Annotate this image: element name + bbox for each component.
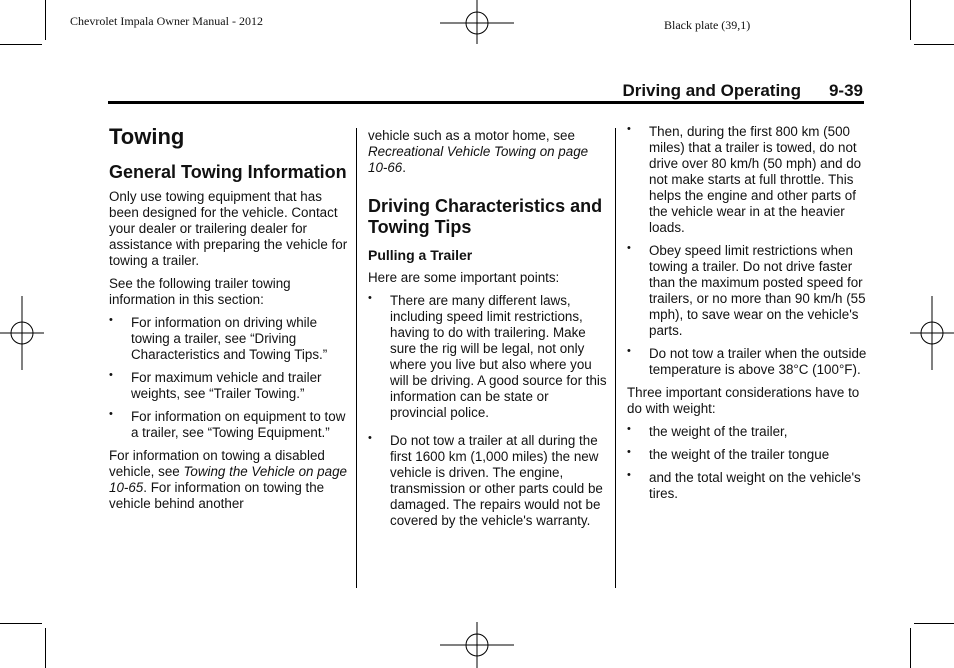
- list-item: [627, 470, 867, 502]
- bullet-icon: •: [627, 123, 631, 135]
- paragraph: Three important considerations have to do with weight:: [627, 385, 860, 416]
- column-1: [109, 124, 349, 519]
- bullet-list: [627, 124, 867, 378]
- list-item-text: For information on driving while towing a trailer, see “Driving Characteristics and Towing Tips.”: [131, 315, 328, 362]
- bullet-list: [368, 293, 608, 529]
- list-item-text: the weight of the trailer,: [649, 424, 788, 439]
- registration-target-left: [0, 296, 44, 370]
- bullet-icon: •: [627, 423, 631, 435]
- registration-target-top: [440, 0, 516, 46]
- list-item-text: and the total weight on the vehicle's tires.: [649, 470, 861, 501]
- bullet-icon: •: [368, 432, 372, 444]
- paragraph: See the following trailer towing information in this section:: [109, 276, 291, 307]
- column-3: [627, 124, 867, 509]
- list-item-text: Do not tow a trailer when the outside temperature is above 38°C (100°F).: [649, 346, 867, 377]
- paragraph: Only use towing equipment that has been designed for the vehicle. Contact your dealer or trailering dealer for assistance with preparing the vehicle for towing a trailer.: [109, 189, 348, 268]
- cross-reference-link[interactable]: Recreational Vehicle Towing on page 10-66: [368, 144, 589, 175]
- page-title: Towing: [109, 124, 185, 149]
- text-run: vehicle such as a motor home, see: [368, 128, 575, 143]
- driving-characteristics-heading: Driving Characteristics and Towing Tips: [368, 196, 603, 237]
- list-item: [627, 447, 867, 463]
- list-item-text: Do not tow a trailer at all during the first 1600 km (1,000 miles) the new vehicle is driven. The engine, transmission or other parts could be damaged. The repairs would not be covered by the vehicle's warranty.: [390, 433, 603, 528]
- bullet-icon: •: [109, 408, 113, 420]
- list-item: [109, 409, 349, 441]
- registration-target-right: [910, 296, 954, 370]
- text-run: . For information on towing the vehicle behind another: [109, 480, 325, 511]
- list-item-text: There are many different laws, including speed limit restrictions, having to do with trailering. Make sure the rig will be legal, not only where you live but also where you will be driving. A good source for this information can be state or provincial police.: [390, 293, 607, 420]
- list-item: [627, 346, 867, 378]
- text-run: For information on towing a disabled vehicle, see: [109, 448, 325, 479]
- page-number: 9-39: [828, 81, 863, 100]
- list-item: [109, 315, 349, 363]
- list-item: [627, 424, 867, 440]
- general-towing-heading: General Towing Information: [109, 162, 347, 182]
- bullet-icon: •: [109, 369, 113, 381]
- paragraph: Here are some important points:: [368, 270, 560, 285]
- bullet-list: [109, 315, 349, 441]
- list-item: [627, 243, 867, 339]
- paragraph: [368, 128, 608, 176]
- column-2: [368, 128, 608, 536]
- bullet-icon: •: [627, 242, 631, 254]
- list-item: [368, 293, 608, 421]
- list-item: [627, 124, 867, 236]
- text-run: .: [402, 160, 406, 175]
- cross-reference-link[interactable]: Towing the Vehicle on page 10-65: [109, 464, 347, 495]
- section-header: [622, 81, 863, 101]
- paragraph: [109, 448, 349, 512]
- list-item-text: Obey speed limit restrictions when towing a trailer. Do not drive faster than the maximum posted speed for trailers, or no more than 90 km/h (55 mph), to save wear on the vehicle's parts.: [649, 243, 866, 338]
- list-item: [368, 433, 608, 529]
- pulling-trailer-subheading: Pulling a Trailer: [368, 247, 473, 263]
- bullet-list: [627, 424, 867, 502]
- header-rule: [108, 101, 864, 104]
- column-divider-2: [615, 128, 616, 588]
- list-item: [109, 370, 349, 402]
- bullet-icon: •: [109, 314, 113, 326]
- list-item-text: For maximum vehicle and trailer weights, see “Trailer Towing.”: [131, 370, 322, 401]
- registration-target-bottom: [440, 622, 516, 668]
- manual-title: Chevrolet Impala Owner Manual - 2012: [70, 14, 263, 28]
- plate-label: Black plate (39,1): [664, 18, 751, 32]
- bullet-icon: •: [627, 345, 631, 357]
- section-title: Driving and Operating: [622, 81, 801, 100]
- column-divider-1: [356, 128, 357, 588]
- bullet-icon: •: [368, 292, 372, 304]
- list-item-text: For information on equipment to tow a trailer, see “Towing Equipment.”: [131, 409, 346, 440]
- bullet-icon: •: [627, 446, 631, 458]
- list-item-text: Then, during the first 800 km (500 miles) that a trailer is towed, do not drive over 80 km/h (50 mph) and do not make starts at full throttle. This helps the engine and other parts of the vehicle wear in at the heavier loads.: [649, 124, 862, 235]
- bullet-icon: •: [627, 469, 631, 481]
- list-item-text: the weight of the trailer tongue: [649, 447, 830, 462]
